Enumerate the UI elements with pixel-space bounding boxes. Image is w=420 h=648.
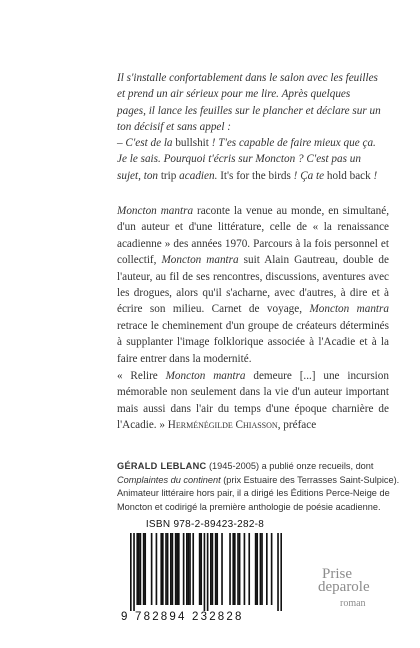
isbn-barcode: [121, 519, 291, 629]
barcode-bar: [280, 533, 282, 611]
barcode-bar: [200, 533, 202, 605]
barcode-bars: [130, 533, 282, 611]
barcode-bar: [172, 533, 174, 605]
quote-line: pages, il lance les feuilles sur le plancher et déclare sur un: [117, 104, 381, 117]
review-role: , préface: [277, 419, 317, 432]
barcode-bar: [176, 533, 178, 605]
book-title: Moncton mantra: [161, 254, 239, 267]
review-text: « Relire: [117, 370, 166, 382]
ean-left-group: 782894: [135, 611, 187, 623]
barcode-bar: [207, 533, 209, 611]
barcode-bar: [136, 533, 138, 605]
barcode-bar: [234, 533, 236, 605]
quote-emphasis: It's for the birds: [220, 169, 291, 182]
barcode-bar: [232, 533, 234, 605]
barcode-bar: [165, 533, 167, 605]
barcode-bar: [212, 533, 214, 605]
barcode-bar: [260, 533, 262, 605]
barcode-bar: [229, 533, 231, 605]
quote-line: [117, 135, 389, 151]
excerpt-quote: [117, 70, 389, 184]
review-quote: [117, 368, 389, 434]
barcode-bar: [167, 533, 169, 605]
barcode-bar: [143, 533, 145, 605]
barcode-bar: [266, 533, 268, 605]
barcode-bar: [216, 533, 218, 605]
barcode-bar: [178, 533, 180, 605]
book-description: [117, 203, 389, 367]
book-title: Moncton mantra: [165, 370, 246, 382]
description-paragraph: [117, 203, 389, 367]
barcode-bar: [183, 533, 185, 605]
barcode-bar: [130, 533, 132, 611]
logo-text: deparole: [318, 579, 370, 595]
ean-digits: [121, 611, 289, 623]
barcode-bar: [186, 533, 188, 605]
barcode-bar: [221, 533, 223, 605]
quote-line: Je le sais. Pourquoi t'écris sur Moncton ? C'est pas un: [117, 153, 361, 166]
barcode-bar: [188, 533, 190, 605]
quote-line: et prend un air sérieux pour me lire. Après quelques: [117, 88, 351, 101]
barcode-bar: [255, 533, 257, 605]
author-work: Complaintes du continent: [117, 474, 221, 485]
barcode-bar: [210, 533, 212, 605]
barcode-bar: [138, 533, 140, 605]
quote-fragment: acadien.: [176, 169, 221, 182]
quote-fragment: ! Ça te: [290, 169, 327, 182]
ean-first-digit: 9: [121, 611, 130, 623]
barcode-bar: [192, 533, 194, 605]
isbn-label: ISBN 978-2-89423-282-8: [145, 519, 265, 530]
ean-right-group: 232828: [192, 611, 244, 623]
book-title: Moncton mantra: [309, 303, 389, 316]
barcode-bar: [140, 533, 142, 605]
quote-fragment: !: [370, 169, 378, 182]
author-bio: [117, 460, 403, 514]
description-text: raconte la venue au monde, en simultané, d'un auteur et d'une littérature, celle de « la renaissance acadienne » des années 1970. Parcours à la fois personnel et collectif,: [117, 205, 390, 267]
logo-genre: roman: [340, 598, 366, 609]
bio-paragraph: [117, 460, 403, 514]
bio-text: (prix Estuaire des Terrasses Saint-Sulpice). Animateur littéraire hors pair, il a dirigé les Éditions Perce-Neige de Moncton et codirigé la première anthologie de poésie acadienne.: [117, 474, 400, 512]
barcode-bar: [156, 533, 158, 605]
quote-fragment: ! T'es capable de faire mieux que ça.: [208, 137, 376, 150]
barcode-bar: [199, 533, 201, 605]
barcode-bar: [133, 533, 135, 611]
barcode-bar: [248, 533, 250, 605]
review-paragraph: [117, 368, 389, 434]
quote-emphasis: bullshit: [175, 137, 209, 150]
barcode-bar: [189, 533, 191, 605]
barcode-bar: [256, 533, 258, 605]
review-author: Herménégilde Chiasson: [167, 419, 278, 432]
barcode-bar: [244, 533, 246, 605]
barcode-bar: [215, 533, 217, 605]
barcode-bar: [271, 533, 273, 605]
barcode-bar: [162, 533, 164, 605]
review-text: demeure [...] une incursion mémorable non seulement dans la vie d'un auteur important mais aussi dans l'air du temps d'une époque charnière de l'Acadie. »: [117, 370, 389, 432]
barcode-bar: [151, 533, 153, 605]
barcode-bar: [239, 533, 241, 605]
quote-line: Il s'installe confortablement dans le salon avec les feuilles: [117, 72, 378, 84]
barcode-bar: [204, 533, 206, 611]
barcode-bar: [237, 533, 239, 605]
quote-line: [117, 168, 389, 184]
barcode-bar: [160, 533, 162, 605]
barcode-bar: [277, 533, 279, 611]
quote-fragment: – C'est de la: [117, 137, 176, 150]
quote-emphasis: trip: [160, 169, 177, 182]
description-text: suit Alain Gautreau, double de l'auteur, au fil de ses rencontres, discussions, aventures avec les drogues, alors qu'il s'acharne, avec d'autres, à dire et à écrire son milieu. Carnet de voyage,: [117, 254, 389, 316]
book-title: Moncton mantra: [117, 205, 194, 217]
bio-text: (1945-2005) a publié onze recueils, dont: [206, 461, 374, 471]
quote-fragment: sujet, ton: [117, 169, 161, 182]
barcode-bar: [175, 533, 177, 605]
description-text: retrace le cheminement d'un groupe de créateurs déterminés à supplanter l'image folklorique associée à l'Acadie et à la faire entrer dans la modernité.: [117, 319, 389, 365]
barcode-bar: [261, 533, 263, 605]
quote-emphasis: hold back: [326, 169, 371, 182]
barcode-bar: [170, 533, 172, 605]
logo-text: Prise: [322, 566, 352, 582]
author-name: GÉRALD LEBLANC: [117, 461, 207, 471]
publisher-logo: [318, 566, 398, 622]
barcode-bar: [144, 533, 146, 605]
quote-line: ton décisif et sans appel :: [117, 120, 232, 133]
